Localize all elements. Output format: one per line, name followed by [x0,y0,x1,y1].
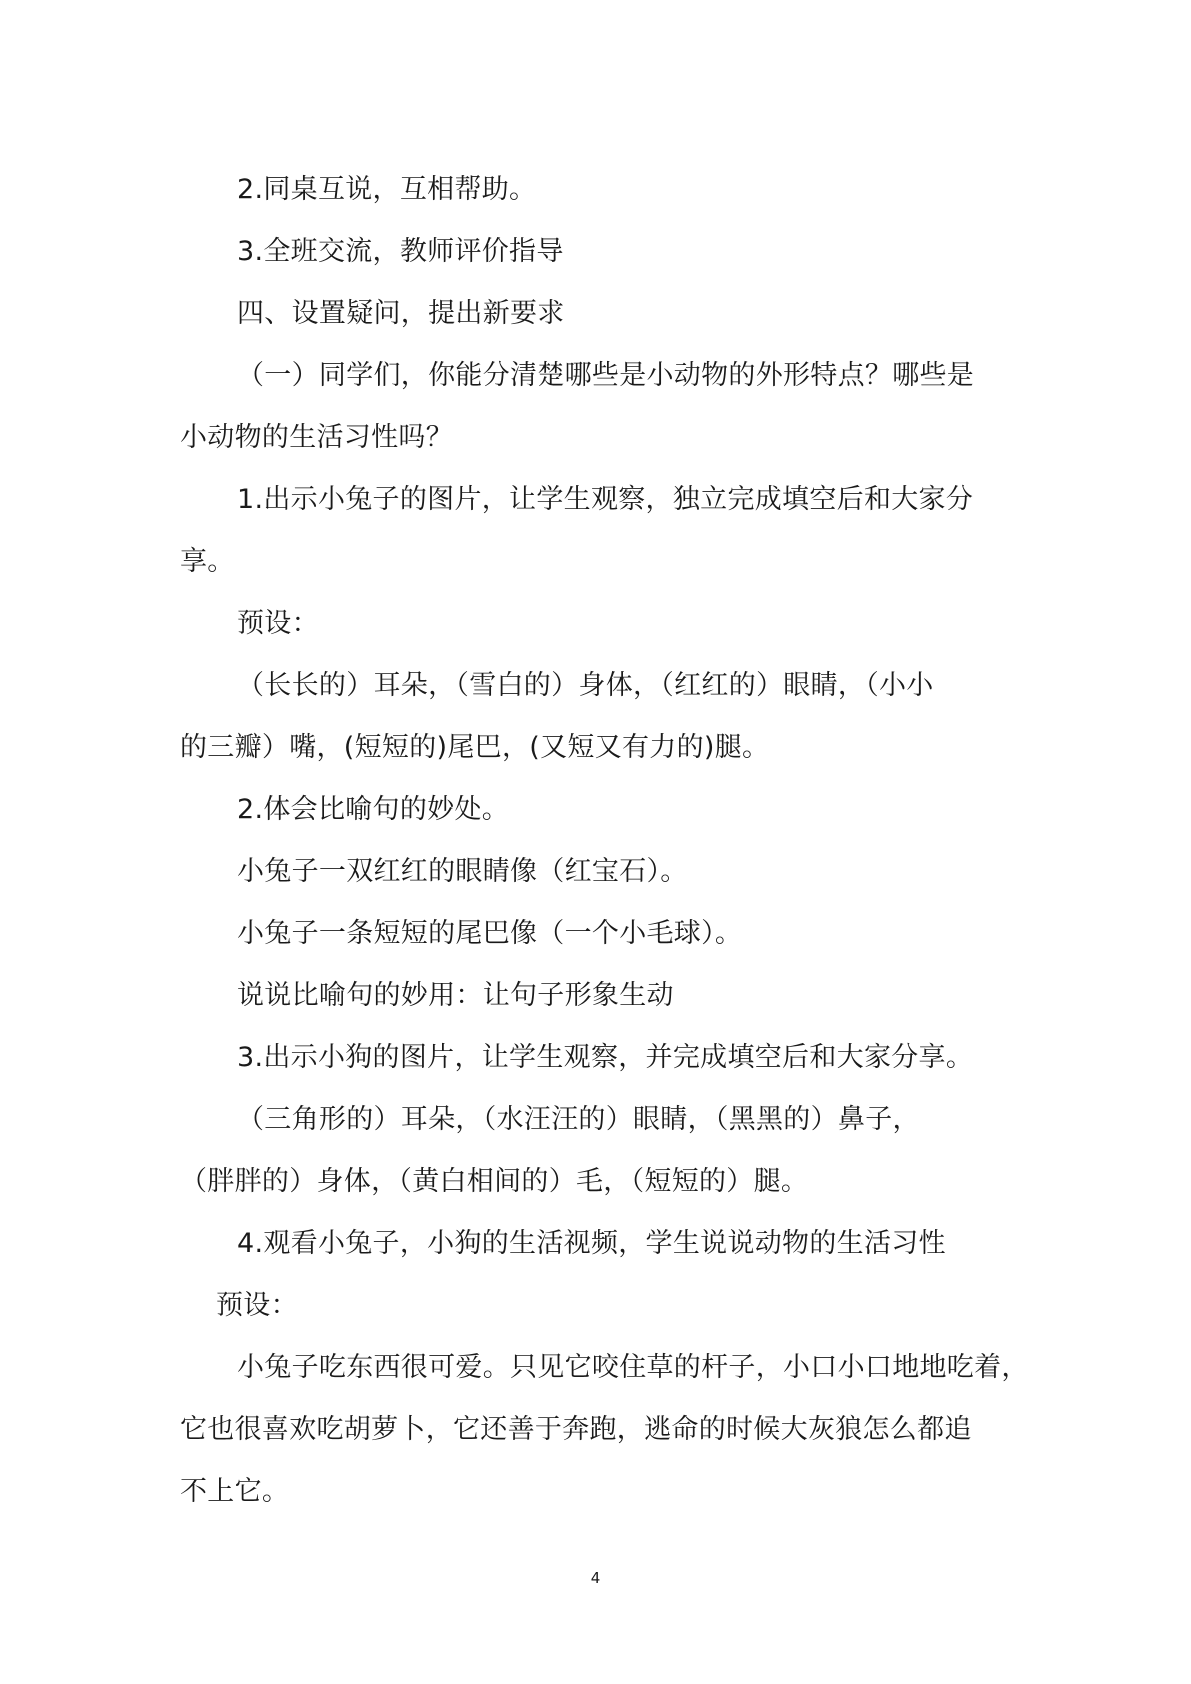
paragraph-line: 2.体会比喻句的妙处。 [237,794,510,825]
paragraph-line: （三角形的）耳朵，（水汪汪的）眼睛，（黑黑的）鼻子， [237,1104,920,1135]
paragraph-line: 它也很喜欢吃胡萝卜，它还善于奔跑，逃命的时候大灰狼怎么都追 [180,1414,972,1445]
paragraph-line: 享。 [180,546,235,577]
paragraph-line: 2.同桌互说，互相帮助。 [237,174,537,205]
paragraph-line: 1.出示小兔子的图片，让学生观察，独立完成填空后和大家分 [237,484,974,515]
paragraph-line: （一）同学们，你能分清楚哪些是小动物的外形特点？哪些是 [237,360,975,391]
paragraph-line: 小动物的生活习性吗？ [180,422,453,453]
section-heading: 四、设置疑问，提出新要求 [237,298,565,329]
paragraph-line: 小兔子一条短短的尾巴像（一个小毛球）。 [237,918,743,949]
paragraph-line: 4.观看小兔子，小狗的生活视频，学生说说动物的生活习性 [237,1228,946,1259]
paragraph-line: 小兔子吃东西很可爱。只见它咬住草的杆子，小口小口地地吃着， [237,1352,1029,1383]
page-number: 4 [590,1569,601,1587]
paragraph-line: 小兔子一双红红的眼睛像（红宝石）。 [237,856,688,887]
paragraph-line: 3.全班交流，教师评价指导 [237,236,564,267]
paragraph-line: 的三瓣）嘴，(短短的)尾巴，(又短又有力的)腿。 [180,732,770,763]
paragraph-line: 预设： [216,1290,298,1321]
paragraph-line: 说说比喻句的妙用：让句子形象生动 [237,980,674,1011]
paragraph-line: （胖胖的）身体，（黄白相间的）毛，（短短的）腿。 [180,1166,809,1197]
paragraph-line: 3.出示小狗的图片，让学生观察，并完成填空后和大家分享。 [237,1042,974,1073]
paragraph-line: 不上它。 [180,1476,290,1507]
paragraph-line: （长长的）耳朵，（雪白的）身体，（红红的）眼睛，（小小 [237,670,934,701]
paragraph-line: 预设： [237,608,319,639]
